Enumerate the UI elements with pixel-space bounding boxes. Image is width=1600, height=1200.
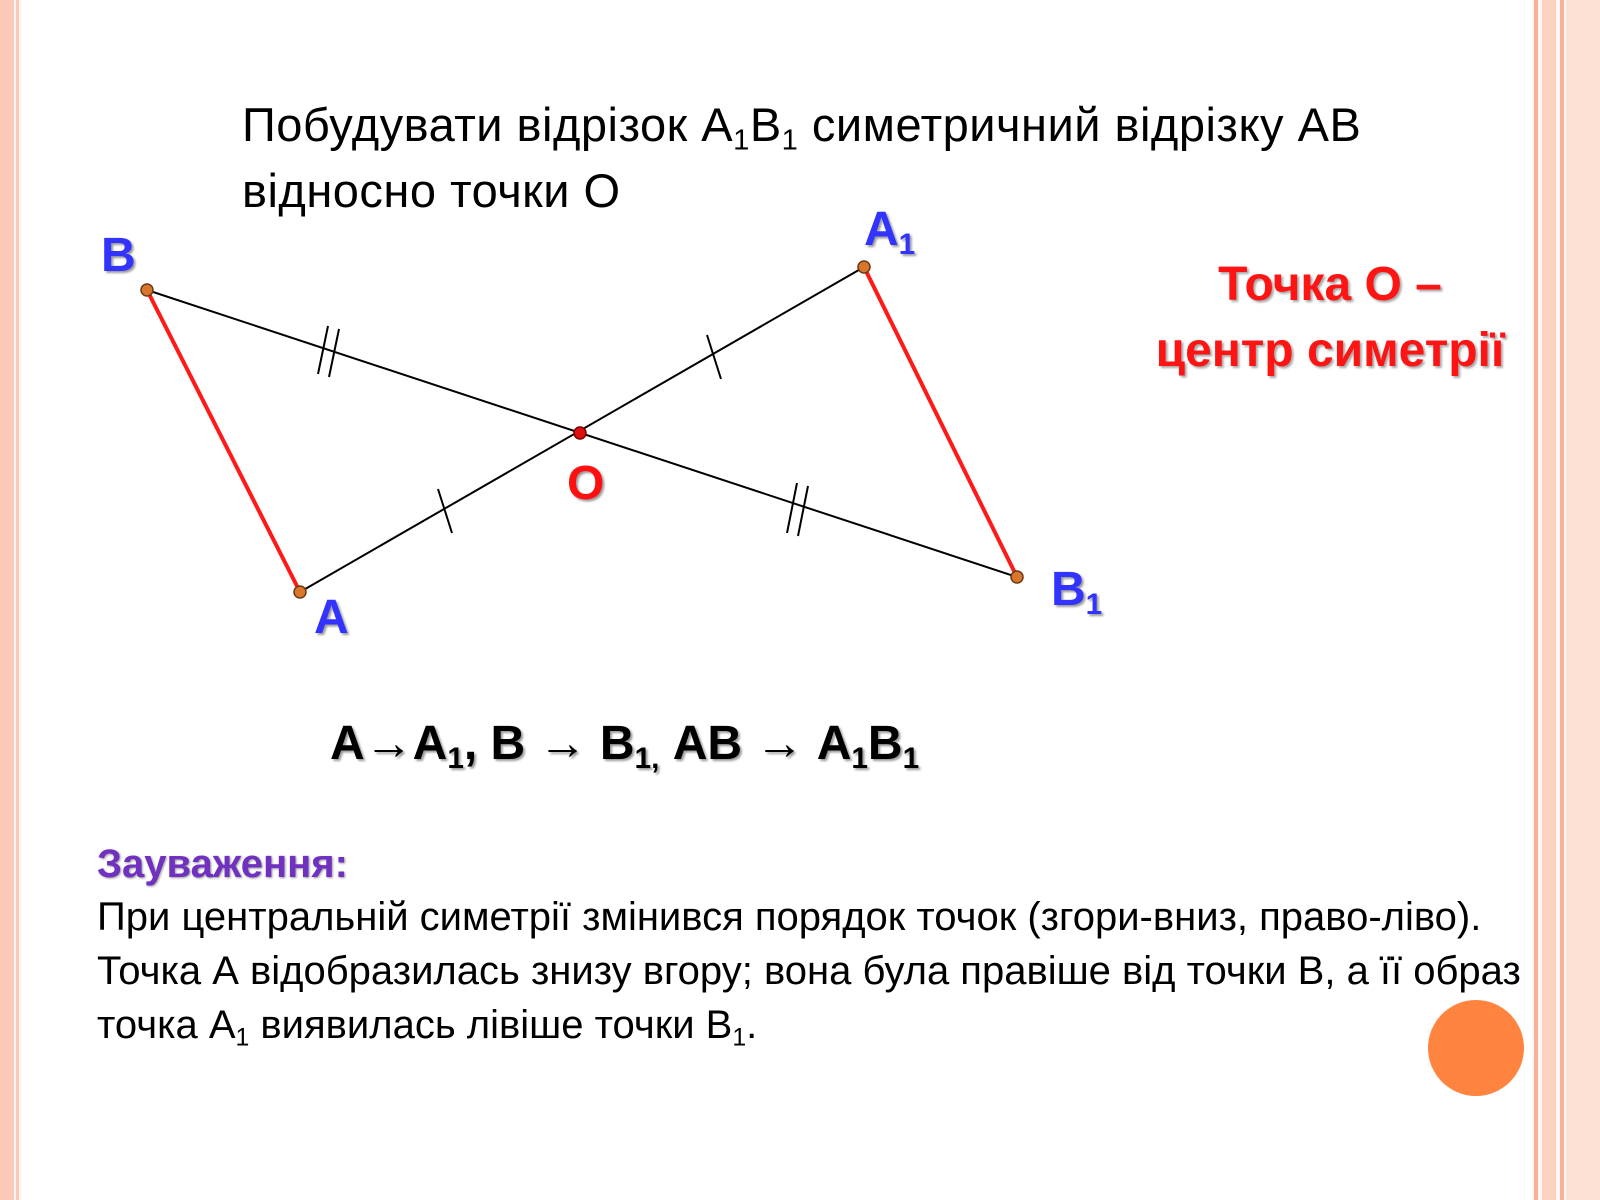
label-b1-sub: 1	[1085, 587, 1103, 621]
center-note-line-1: Точка О –	[1218, 258, 1442, 311]
label-a1-letter: А	[864, 203, 899, 256]
mapping-part-4: В	[867, 717, 903, 770]
point-a1	[858, 261, 870, 273]
segment-ab	[147, 290, 300, 592]
title-sub-2: 1	[781, 124, 799, 157]
point-b1	[1011, 571, 1023, 583]
title-sub-1: 1	[733, 124, 750, 157]
remark-line-2c: .	[746, 1003, 758, 1047]
point-o	[574, 427, 586, 439]
label-point-o: О	[567, 457, 605, 510]
remark-heading: Зауваження:	[97, 842, 348, 886]
label-point-b: В	[101, 229, 136, 282]
point-b	[141, 284, 153, 296]
mapping-sub-4: 1	[902, 741, 920, 775]
tick-marks-double	[318, 326, 808, 536]
label-point-b1	[1051, 562, 1103, 621]
mapping-part-3: АВ → А	[659, 717, 852, 770]
title-part-1: Побудувати відрізок А	[242, 98, 734, 151]
remark-line-2b: виявилась лівіше точки В	[249, 1003, 733, 1047]
title-part-2: В	[749, 98, 782, 151]
remark-text	[97, 890, 1537, 1052]
title-part-3: симетричний відрізку АВ відносно точки О	[242, 98, 1362, 217]
mapping-part-2: , В → В	[463, 717, 635, 770]
remark-line-2a: Точка А відобразилась знизу вгору; вона була правіше від точки В, а її образ точка А	[97, 949, 1521, 1047]
orange-circle-decoration	[1428, 1000, 1524, 1096]
label-point-a: А	[314, 591, 349, 644]
mapping-formula	[330, 716, 920, 775]
remark-line-2	[97, 944, 1537, 1052]
tick-ob1-1	[787, 483, 797, 533]
segment-a1b1	[864, 267, 1017, 577]
mapping-sub-1: 1	[447, 741, 464, 775]
mapping-sub-3: 1	[851, 741, 868, 775]
center-of-symmetry-note	[1120, 252, 1540, 384]
remark-line-2-sub2: 1	[732, 1024, 747, 1052]
label-b1-letter: В	[1051, 563, 1086, 616]
label-point-a1	[864, 202, 916, 261]
remark-line-1: При центральній симетрії змінився порядок точок (згори-вниз, право-ліво).	[97, 895, 1482, 939]
point-a	[294, 586, 306, 598]
label-a1-sub: 1	[898, 227, 916, 261]
mapping-sub-2: 1,	[634, 741, 660, 775]
tick-ob1-2	[798, 486, 808, 536]
remark-line-2-sub: 1	[235, 1024, 250, 1052]
mapping-part-1: А→А	[330, 717, 448, 770]
center-note-line-2: центр симетрії	[1155, 324, 1505, 377]
